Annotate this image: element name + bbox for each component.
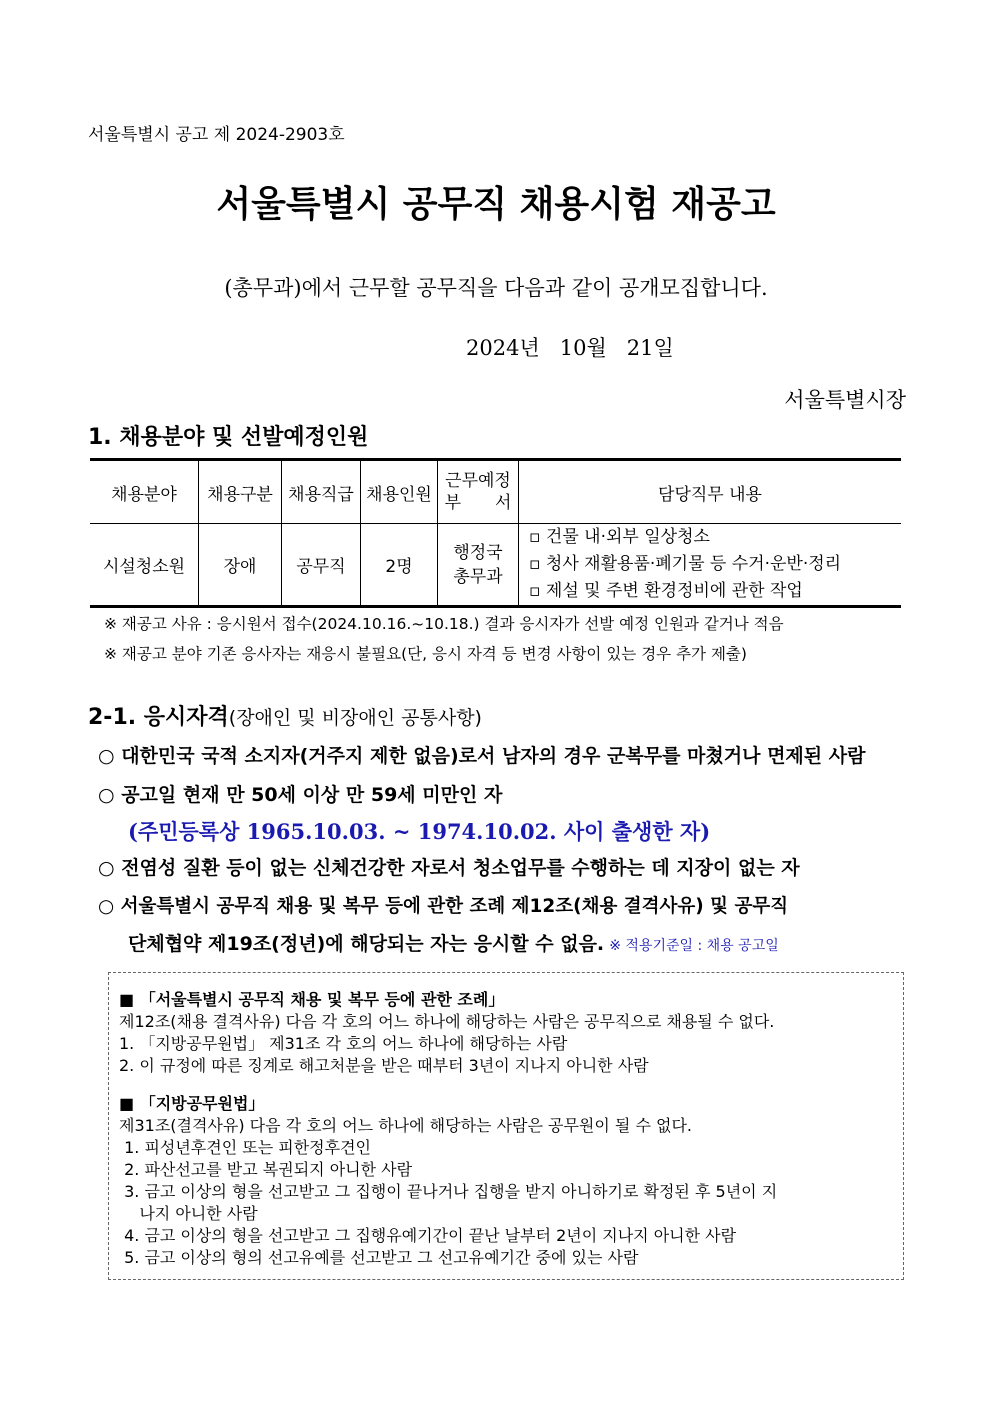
header-cell: 담당직무 내용 — [519, 460, 902, 524]
qualification-item-cont — [128, 929, 779, 956]
section2-title: 2-1. 응시자격 — [88, 705, 229, 730]
qualification-item: ○ 대한민국 국적 소지자(거주지 제한 없음)로서 남자의 경우 군복무를 마쳤거나 면제된 사람 — [98, 745, 866, 767]
box-line: 제31조(결격사유) 다음 각 호의 어느 하나에 해당하는 사람은 공무원이 될 수 없다. — [119, 1116, 693, 1135]
box-line: 나지 아니한 사람 — [119, 1204, 258, 1223]
basis-note: ※ 적용기준일 : 채용 공고일 — [609, 938, 779, 954]
header-cell: 채용분야 — [90, 460, 199, 524]
note: ※ 재공고 사유 : 응시원서 접수(2024.10.16.~10.18.) 결과 응시자가 선발 예정 인원과 같거나 적음 — [104, 615, 784, 633]
legal-reference-box — [108, 972, 904, 1280]
section1-heading: 1. 채용분야 및 선발예정인원 — [88, 425, 369, 450]
qualification-item: ○ 전염성 질환 등이 없는 신체건강한 자로서 청소업무를 수행하는 데 지장이 없는 자 — [98, 857, 800, 879]
header-cell: 채용직급 — [282, 460, 361, 524]
note: ※ 재공고 분야 기존 응사자는 재응시 불필요(단, 응시 자격 등 변경 사항이 있는 경우 추가 제출) — [104, 645, 747, 663]
box-line: 2. 이 규정에 따른 징계로 해고처분을 받은 때부터 3년이 지나지 아니한 사람 — [119, 1056, 649, 1075]
box-heading: ■ 「지방공무원법」 — [119, 1094, 265, 1113]
box-line: 1. 「지방공무원법」 제31조 각 호의 어느 하나에 해당하는 사람 — [119, 1034, 568, 1053]
cell-type: 장애 — [199, 524, 282, 607]
box-line: 제12조(채용 결격사유) 다음 각 호의 어느 하나에 해당하는 사람은 공무직으로 채용될 수 없다. — [119, 1012, 775, 1031]
birth-range: (주민등록상 1965.10.03. ~ 1974.10.02. 사이 출생한 자) — [128, 819, 711, 844]
table-row — [90, 524, 901, 607]
header-cell: 채용구분 — [199, 460, 282, 524]
cell-rank: 공무직 — [282, 524, 361, 607]
cell-duties — [519, 524, 902, 607]
qualification-item: ○ 공고일 현재 만 50세 이상 만 59세 미만인 자 — [98, 784, 503, 806]
cell-count: 2명 — [361, 524, 438, 607]
cell-field: 시설청소원 — [90, 524, 199, 607]
box-line: 4. 금고 이상의 형을 선고받고 그 집행유예기간이 끝난 날부터 2년이 지나지 아니한 사람 — [119, 1226, 737, 1245]
page-title: 서울특별시 공무직 채용시험 재공고 — [216, 184, 776, 225]
header-cell: 채용인원 — [361, 460, 438, 524]
notice-number: 서울특별시 공고 제 2024-2903호 — [88, 125, 345, 145]
date: 2024년 10월 21일 — [466, 336, 674, 360]
qualification-text: 단체협약 제19조(정년)에 해당되는 자는 응시할 수 없음. — [128, 933, 605, 955]
box-line: 5. 금고 이상의 형의 선고유예를 선고받고 그 선고유예기간 중에 있는 사람 — [119, 1248, 639, 1267]
header-cell: 근무예정 부 서 — [438, 460, 519, 524]
duty-item: ▫ 제설 및 주변 환경정비에 관한 작업 — [529, 581, 803, 601]
section2-subtitle: (장애인 및 비장애인 공통사항) — [228, 707, 482, 729]
issuer: 서울특별시장 — [784, 388, 906, 412]
box-line: 1. 피성년후견인 또는 피한정후견인 — [119, 1138, 371, 1157]
box-line: 2. 파산선고를 받고 복권되지 아니한 사람 — [119, 1160, 413, 1179]
duty-item: ▫ 건물 내·외부 일상청소 — [529, 527, 710, 547]
section2-heading — [88, 700, 482, 731]
box-heading: ■ 「서울특별시 공무직 채용 및 복무 등에 관한 조례」 — [119, 990, 505, 1009]
table-header-row — [90, 460, 901, 524]
duty-item: ▫ 청사 재활용품·폐기물 등 수거·운반·정리 — [529, 554, 842, 574]
intro: (총무과)에서 근무할 공무직을 다음과 같이 공개모집합니다. — [224, 276, 768, 300]
cell-dept: 행정국 총무과 — [438, 524, 519, 607]
recruitment-table — [90, 458, 901, 608]
qualification-item: ○ 서울특별시 공무직 채용 및 복무 등에 관한 조례 제12조(채용 결격사유) 및 공무직 — [98, 896, 789, 917]
box-line: 3. 금고 이상의 형을 선고받고 그 집행이 끝나거나 집행을 받지 아니하기로 확정된 후 5년이 지 — [119, 1182, 778, 1201]
